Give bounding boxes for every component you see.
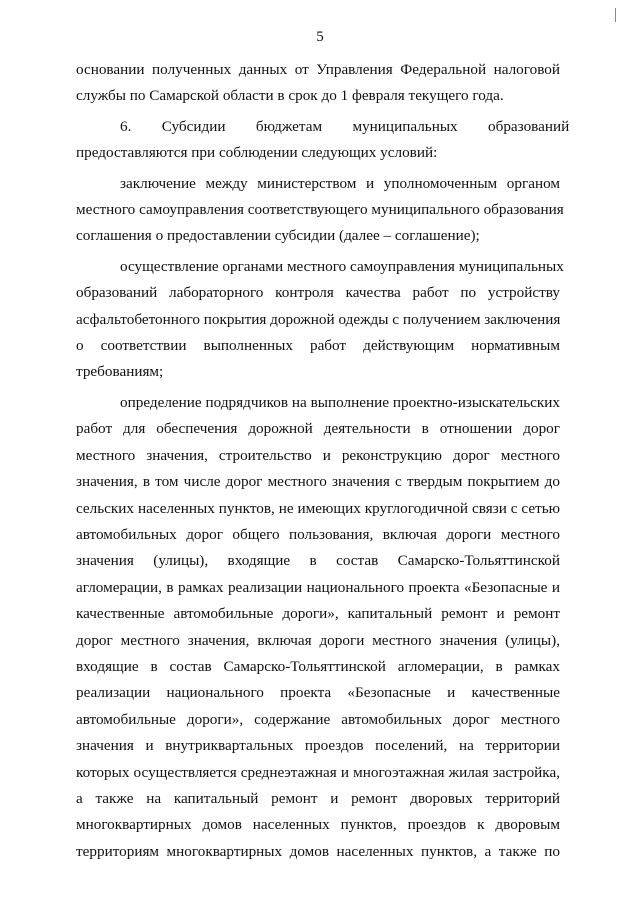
text-line: основании полученных данных от Управления Федеральной налоговой (76, 61, 560, 78)
text-line: сельских населенных пунктов, не имеющих круглогодичной связи с сетью (76, 499, 560, 517)
text-line: заключение между министерством и уполномоченным органом (120, 174, 560, 192)
paragraph (76, 57, 560, 110)
text-line: значения (улицы), входящие в состав Самарско-Тольяттинской (76, 552, 560, 570)
text-line: о соответствии выполненных работ действующим нормативным (76, 337, 560, 355)
text-line: определение подрядчиков на выполнение проектно-изыскательских (120, 393, 560, 411)
text-line: входящие в состав Самарско-Тольяттинской агломерации, в рамках (76, 657, 560, 675)
text-line: местного самоуправления соответствующего муниципального образования (76, 201, 564, 219)
document-body (76, 57, 570, 865)
text-line: территориям многоквартирных домов населенных пунктов, а также по (76, 842, 560, 860)
text-line: значения и внутриквартальных проездов поселений, на территории (76, 737, 560, 755)
page-number: 5 (316, 29, 324, 45)
paragraph (76, 171, 564, 250)
text-line: асфальтобетонного покрытия дорожной одежды с получением заключения (76, 310, 561, 328)
text-line: качественные автомобильные дороги», капитальный ремонт и ремонт (76, 605, 560, 623)
text-line: требованиям; (76, 363, 164, 381)
paragraph (76, 390, 560, 865)
text-line: реализации национального проекта «Безопасные и качественные (76, 684, 560, 702)
corner-mark (615, 8, 620, 22)
text-line: работ для обеспечения дорожной деятельности в отношении дорог (76, 420, 560, 438)
text-line: службы по Самарской области в срок до 1 февраля текущего года. (76, 87, 504, 105)
text-line: многоквартирных домов населенных пунктов, проездов к дворовым (76, 816, 560, 834)
text-line: а также на капитальный ремонт и ремонт дворовых территорий (76, 789, 560, 807)
text-line: 6. Субсидии бюджетам муниципальных образований (120, 117, 570, 135)
paragraph (76, 114, 570, 167)
text-line: значения, в том числе дорог местного значения с твердым покрытием до (76, 473, 560, 491)
text-line: дорог местного значения, включая дороги местного значения (улицы), (76, 631, 560, 649)
text-line: соглашения о предоставлении субсидии (далее – соглашение); (76, 227, 480, 245)
text-line: автомобильные дороги», содержание автомобильных дорог местного (76, 710, 560, 728)
paragraph (76, 254, 564, 386)
text-line: предоставляются при соблюдении следующих условий: (76, 144, 438, 162)
text-line: осуществление органами местного самоуправления муниципальных (120, 257, 564, 275)
text-line: автомобильных дорог общего пользования, включая дороги местного (76, 525, 560, 543)
text-line: агломерации, в рамках реализации национального проекта «Безопасные и (76, 578, 560, 596)
text-line: которых осуществляется среднеэтажная и многоэтажная жилая застройка, (76, 763, 560, 781)
text-line: местного значения, строительство и реконструкцию дорог местного (76, 446, 560, 464)
text-line: образований лабораторного контроля качества работ по устройству (76, 284, 560, 302)
